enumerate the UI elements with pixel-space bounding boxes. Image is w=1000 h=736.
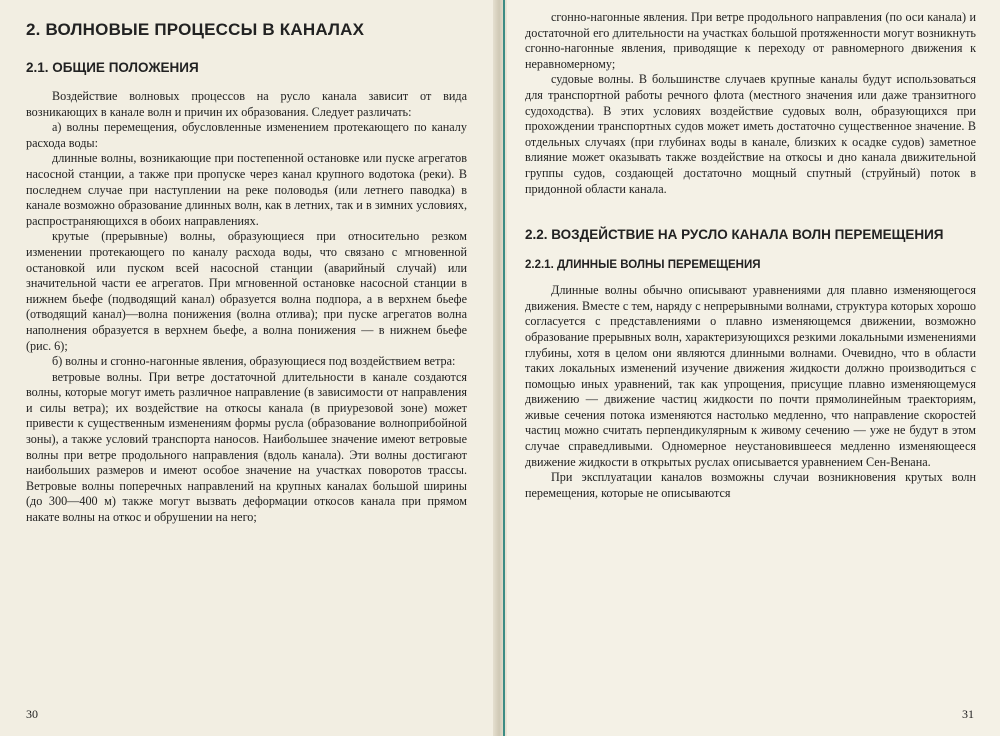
left-page xyxy=(0,0,495,736)
binding-line xyxy=(503,0,505,736)
page-number-right: 31 xyxy=(962,707,974,721)
paragraph-long-wave-equations: Длинные волны обычно описывают уравнениями для плавно изменяющегося движения. Вместе с тем, наряду с непрерывными волнами, структура которых хорошо согласуется с представлениями о плавно изменяющемся движении, возможно образование прерывных волн, характеризующихся резкими локальными изменениями глубины, хотя в целом они являются длинными волнами. Очевидно, что в области таких локальных изменений изучение движения жидкости должно производиться с помощью иных уравнений, так как упрощения, присущие плавно изменяющемуся движению — движение частиц жидкости по почти прямолинейным траекториям, живые сечения потока изменяются настолько медленно, что направление скоростей частиц можно считать перпендикулярным к живому сечению — уже не будут в этом случае справедливыми. Одномерное неустановившееся медленно изменяющееся движение жидкости в открытых руслах описывается уравнением Сен-Венана. xyxy=(525,283,976,469)
paragraph-long-waves: длинные волны, возникающие при постепенной остановке или пуске агрегатов насосной станции, а также при пропуске через канал крупного водотока (реки). В последнем случае при наступлении на реке половодья (или летнего паводка) в канале возможно образование длинных волн, как в летних, так и в зимних условиях, распространяющихся в обоих направлениях. xyxy=(26,151,467,228)
subsection-title-2-2-1: 2.2.1. ДЛИННЫЕ ВОЛНЫ ПЕРЕМЕЩЕНИЯ xyxy=(525,259,761,272)
chapter-title: 2. ВОЛНОВЫЕ ПРОЦЕССЫ В КАНАЛАХ xyxy=(26,20,365,39)
paragraph-operation: При эксплуатации каналов возможны случаи возникновения крутых волн перемещения, которые не описываются xyxy=(525,470,976,500)
section-title-2-1: 2.1. ОБЩИЕ ПОЛОЖЕНИЯ xyxy=(26,60,199,75)
paragraph-steep-waves: крутые (прерывные) волны, образующиеся при относительно резком изменении протекающего по каналу расхода воды, что связано с мгновенной остановкой или пуском всей насосной станции (аварийный случай) или значительной части ее агрегатов. При мгновенной остановке насосной станции в нижнем бьефе (подводящий канал) образуется волна подпора, а в верхнем бьефе (отводящий канал)—волна понижения (волна отлива); при пуске агрегатов волна наполнения образуется в верхнем бьефе, а волна понижения — в нижнем бьефе (рис. 6); xyxy=(26,229,467,353)
section-title-2-2: 2.2. ВОЗДЕЙСТВИЕ НА РУСЛО КАНАЛА ВОЛН ПЕРЕМЕЩЕНИЯ xyxy=(525,227,944,243)
paragraph-a: а) волны перемещения, обусловленные изменением протекающего по каналу расхода воды: xyxy=(26,120,467,150)
page-number-left: 30 xyxy=(26,707,38,721)
paragraph-wind-waves: ветровые волны. При ветре достаточной длительности в канале создаются волны, которые могут иметь различное направление (в зависимости от направления и силы ветра); их воздействие на откосы канала (в приурезовой зоне) может привести к существенным изменениям формы русла (образование волноприбойной зоны), а также условий транспорта наносов. Наибольшее значение имеют ветровые волны при ветре продольного направления (вдоль канала). Эти волны достигают наибольших размеров и имеют особое значение на участках поворотов трассы. Ветровые волны поперечных направлений на крупных каналах большой ширины (до 300—400 м) также могут вызвать деформации откосов канала при прямом накате волны на откос и обрушении на него; xyxy=(26,369,467,525)
paragraph-intro: Воздействие волновых процессов на русло канала зависит от вида возникающих в канале волн и причин их образования. Следует различать: xyxy=(26,89,467,119)
paragraph-ship-waves: судовые волны. В большинстве случаев крупные каналы будут использоваться для транспортной работы речного флота (местного значения или даже транзитного судоходства). В этих условиях воздействие судовых волн, образующихся при прохождении транспортных судов может иметь достаточно существенное значение. В отдельных случаях (при глубинах воды в канале, близких к осадке судов) заметное влияние может оказывать также воздействие на откосы и дно канала движительной группы судов, создающей достаточно мощный спутный (струйный) поток в придонной области канала. xyxy=(525,72,976,196)
paragraph-surge: сгонно-нагонные явления. При ветре продольного направления (по оси канала) и достаточной его длительности на участках большой протяженности могут возникнуть сгонно-нагонные явления, приводящие к переходу от равномерного движения к неравномерному; xyxy=(525,10,976,71)
paragraph-b: б) волны и сгонно-нагонные явления, образующиеся под воздействием ветра: xyxy=(52,354,456,369)
right-page xyxy=(495,0,1000,736)
